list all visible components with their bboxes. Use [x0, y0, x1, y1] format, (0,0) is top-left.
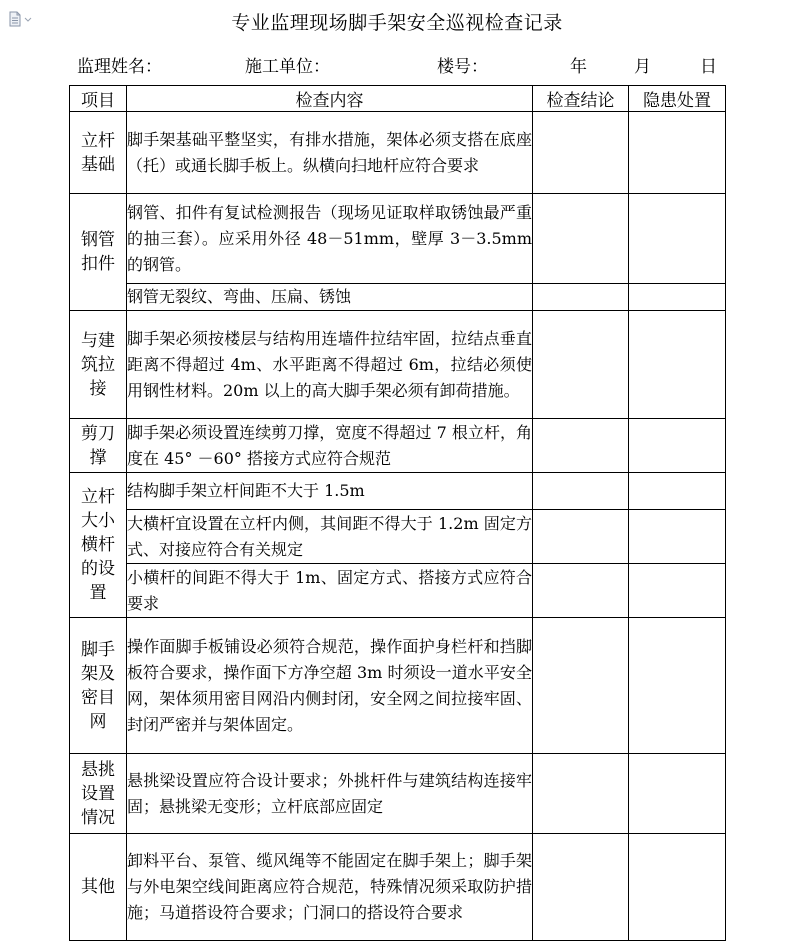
- conclusion-cell[interactable]: [533, 419, 629, 473]
- month-label: 月: [634, 57, 651, 77]
- conclusion-cell[interactable]: [533, 473, 629, 510]
- content-cell: 脚手架必须设置连续剪刀撑，宽度不得超过 7 根立杆，角度在 45° －60° 搭接方式应符合规范: [127, 419, 533, 473]
- table-row: [70, 194, 726, 284]
- item-label: 与建筑拉接: [81, 330, 115, 399]
- table-row: [70, 473, 726, 510]
- item-label: 悬挑设置情况: [81, 759, 115, 828]
- header-hazard-handling: 隐患处置: [629, 86, 726, 112]
- content-cell: 大横杆宜设置在立杆内侧，其间距不得大于 1.2m 固定方式、对接应符合有关规定: [127, 510, 533, 564]
- item-cell: [70, 834, 127, 941]
- hazard-handling-cell[interactable]: [629, 834, 726, 941]
- table-row: [70, 284, 726, 311]
- item-cell: [70, 311, 127, 419]
- content-cell: 操作面脚手板铺设必须符合规范，操作面护身栏杆和挡脚板符合要求，操作面下方净空超 3m 时须设一道水平安全网，架体须用密目网沿内侧封闭，安全网之间拉接牢固、封闭严密并与架体固定。: [127, 618, 533, 754]
- hazard-handling-cell[interactable]: [629, 473, 726, 510]
- header-item: 项目: [70, 86, 127, 112]
- content-cell: 脚手架必须按楼层与结构用连墙件拉结牢固，拉结点垂直距离不得超过 4m、水平距离不得超过 6m，拉结必须使用钢性材料。20m 以上的高大脚手架必须有卸荷措施。: [127, 311, 533, 419]
- conclusion-cell[interactable]: [533, 618, 629, 754]
- item-label: 脚手架及密目网: [81, 639, 115, 732]
- building-number-label: 楼号：: [437, 57, 488, 77]
- content-cell: 卸料平台、泵管、缆风绳等不能固定在脚手架上；脚手架与外电架空线间距离应符合规范，特殊情况须采取防护措施；马道搭设符合要求；门洞口的搭设符合要求: [127, 834, 533, 941]
- hazard-handling-cell[interactable]: [629, 754, 726, 834]
- table-row: [70, 618, 726, 754]
- item-cell: [70, 194, 127, 311]
- content-cell: 小横杆的间距不得大于 1m、固定方式、搭接方式应符合要求: [127, 564, 533, 618]
- item-label: 立杆大小横杆的设置: [81, 487, 115, 603]
- hazard-handling-cell[interactable]: [629, 564, 726, 618]
- conclusion-cell[interactable]: [533, 284, 629, 311]
- day-label: 日: [700, 57, 717, 77]
- content-cell: 悬挑梁设置应符合设计要求；外挑杆件与建筑结构连接牢固；悬挑梁无变形；立杆底部应固定: [127, 754, 533, 834]
- contractor-label: 施工单位：: [245, 57, 330, 77]
- item-label: 其他: [81, 877, 115, 897]
- conclusion-cell[interactable]: [533, 564, 629, 618]
- conclusion-cell[interactable]: [533, 194, 629, 284]
- header-conclusion: 检查结论: [533, 86, 629, 112]
- header-info-line: [0, 52, 794, 76]
- content-cell: 脚手架基础平整坚实，有排水措施，架体必须支搭在底座（托）或通长脚手板上。纵横向扫地杆应符合要求: [127, 112, 533, 194]
- content-cell: 钢管无裂纹、弯曲、压扁、锈蚀: [127, 284, 533, 311]
- supervisor-name-label: 监理姓名：: [77, 57, 162, 77]
- table-row: [70, 311, 726, 419]
- year-label: 年: [570, 57, 587, 77]
- content-cell: 钢管、扣件有复试检测报告（现场见证取样取锈蚀最严重的抽三套）。应采用外径 48－51mm，壁厚 3－3.5mm 的钢管。: [127, 194, 533, 284]
- table-row: [70, 112, 726, 194]
- hazard-handling-cell[interactable]: [629, 194, 726, 284]
- table-row: [70, 754, 726, 834]
- item-cell: [70, 618, 127, 754]
- conclusion-cell[interactable]: [533, 510, 629, 564]
- item-cell: [70, 419, 127, 473]
- table-row: [70, 510, 726, 564]
- item-cell: [70, 473, 127, 618]
- content-cell: 结构脚手架立杆间距不大于 1.5m: [127, 473, 533, 510]
- table-row: [70, 564, 726, 618]
- conclusion-cell[interactable]: [533, 754, 629, 834]
- inspection-table: [69, 85, 726, 941]
- item-label: 剪刀撑: [81, 423, 115, 468]
- conclusion-cell[interactable]: [533, 834, 629, 941]
- hazard-handling-cell[interactable]: [629, 618, 726, 754]
- header-content: 检查内容: [127, 86, 533, 112]
- table-row: [70, 419, 726, 473]
- conclusion-cell[interactable]: [533, 112, 629, 194]
- table-header-row: [70, 86, 726, 112]
- hazard-handling-cell[interactable]: [629, 284, 726, 311]
- table-row: [70, 834, 726, 941]
- hazard-handling-cell[interactable]: [629, 311, 726, 419]
- hazard-handling-cell[interactable]: [629, 112, 726, 194]
- item-cell: [70, 112, 127, 194]
- item-cell: [70, 754, 127, 834]
- conclusion-cell[interactable]: [533, 311, 629, 419]
- hazard-handling-cell[interactable]: [629, 419, 726, 473]
- item-label: 钢管扣件: [81, 230, 115, 274]
- document-title: 专业监理现场脚手架安全巡视检查记录: [231, 12, 563, 34]
- hazard-handling-cell[interactable]: [629, 510, 726, 564]
- item-label: 立杆基础: [81, 130, 115, 175]
